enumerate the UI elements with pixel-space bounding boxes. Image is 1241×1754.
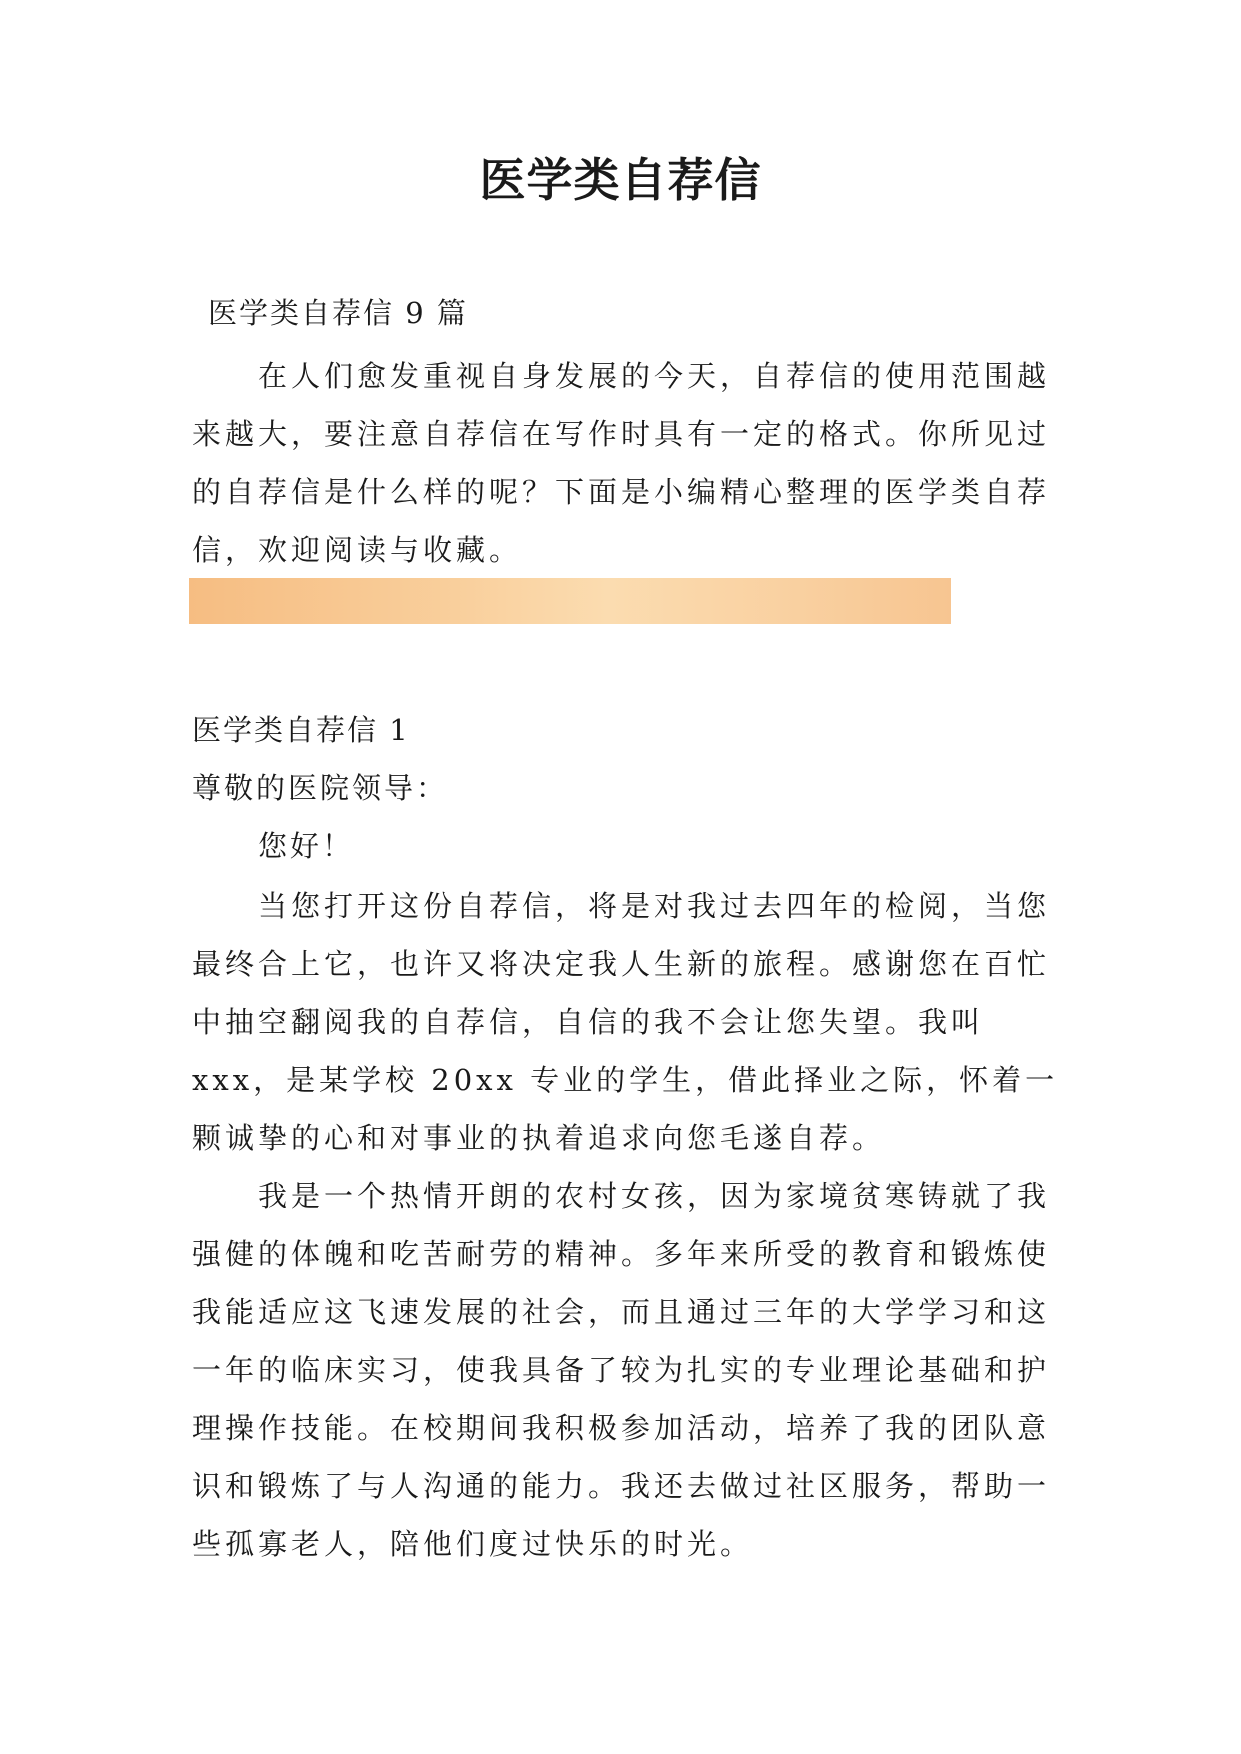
intro-block bbox=[192, 347, 1062, 579]
letter-greeting: 您好！ bbox=[258, 829, 355, 863]
document-title: 医学类自荐信 bbox=[479, 153, 762, 207]
letter-salutation: 尊敬的医院领导： bbox=[192, 771, 449, 805]
decorative-banner bbox=[189, 578, 951, 624]
section-heading: 医学类自荐信 1 bbox=[192, 713, 410, 747]
letter-paragraph: 我是一个热情开朗的农村女孩，因为家境贫寒铸就了我强健的体魄和吃苦耐劳的精神。多年来所受的教育和锻炼使我能适应这飞速发展的社会，而且通过三年的大学学习和这一年的临床实习，使我具备了较为扎实的专业理论基础和护理操作技能。在校期间我积极参加活动，培养了我的团队意识和锻炼了与人沟通的能力。我还去做过社区服务，帮助一些孤寡老人，陪他们度过快乐的时光。 bbox=[192, 1179, 1051, 1561]
letter-paragraph: 当您打开这份自荐信，将是对我过去四年的检阅，当您最终合上它，也许又将决定我人生新的旅程。感谢您在百忙中抽空翻阅我的自荐信，自信的我不会让您失望。我叫 xxx，是某学校 20xx 专业的学生，借此择业之际，怀着一颗诚挚的心和对事业的执着追求向您毛遂自荐。 bbox=[192, 889, 1059, 1155]
intro-paragraph: 在人们愈发重视自身发展的今天，自荐信的使用范围越来越大，要注意自荐信在写作时具有一定的格式。你所见过的自荐信是什么样的呢？下面是小编精心整理的医学类自荐信，欢迎阅读与收藏。 bbox=[192, 359, 1051, 567]
document-subtitle: 医学类自荐信 9 篇 bbox=[208, 296, 468, 330]
letter-body bbox=[192, 877, 1062, 1573]
